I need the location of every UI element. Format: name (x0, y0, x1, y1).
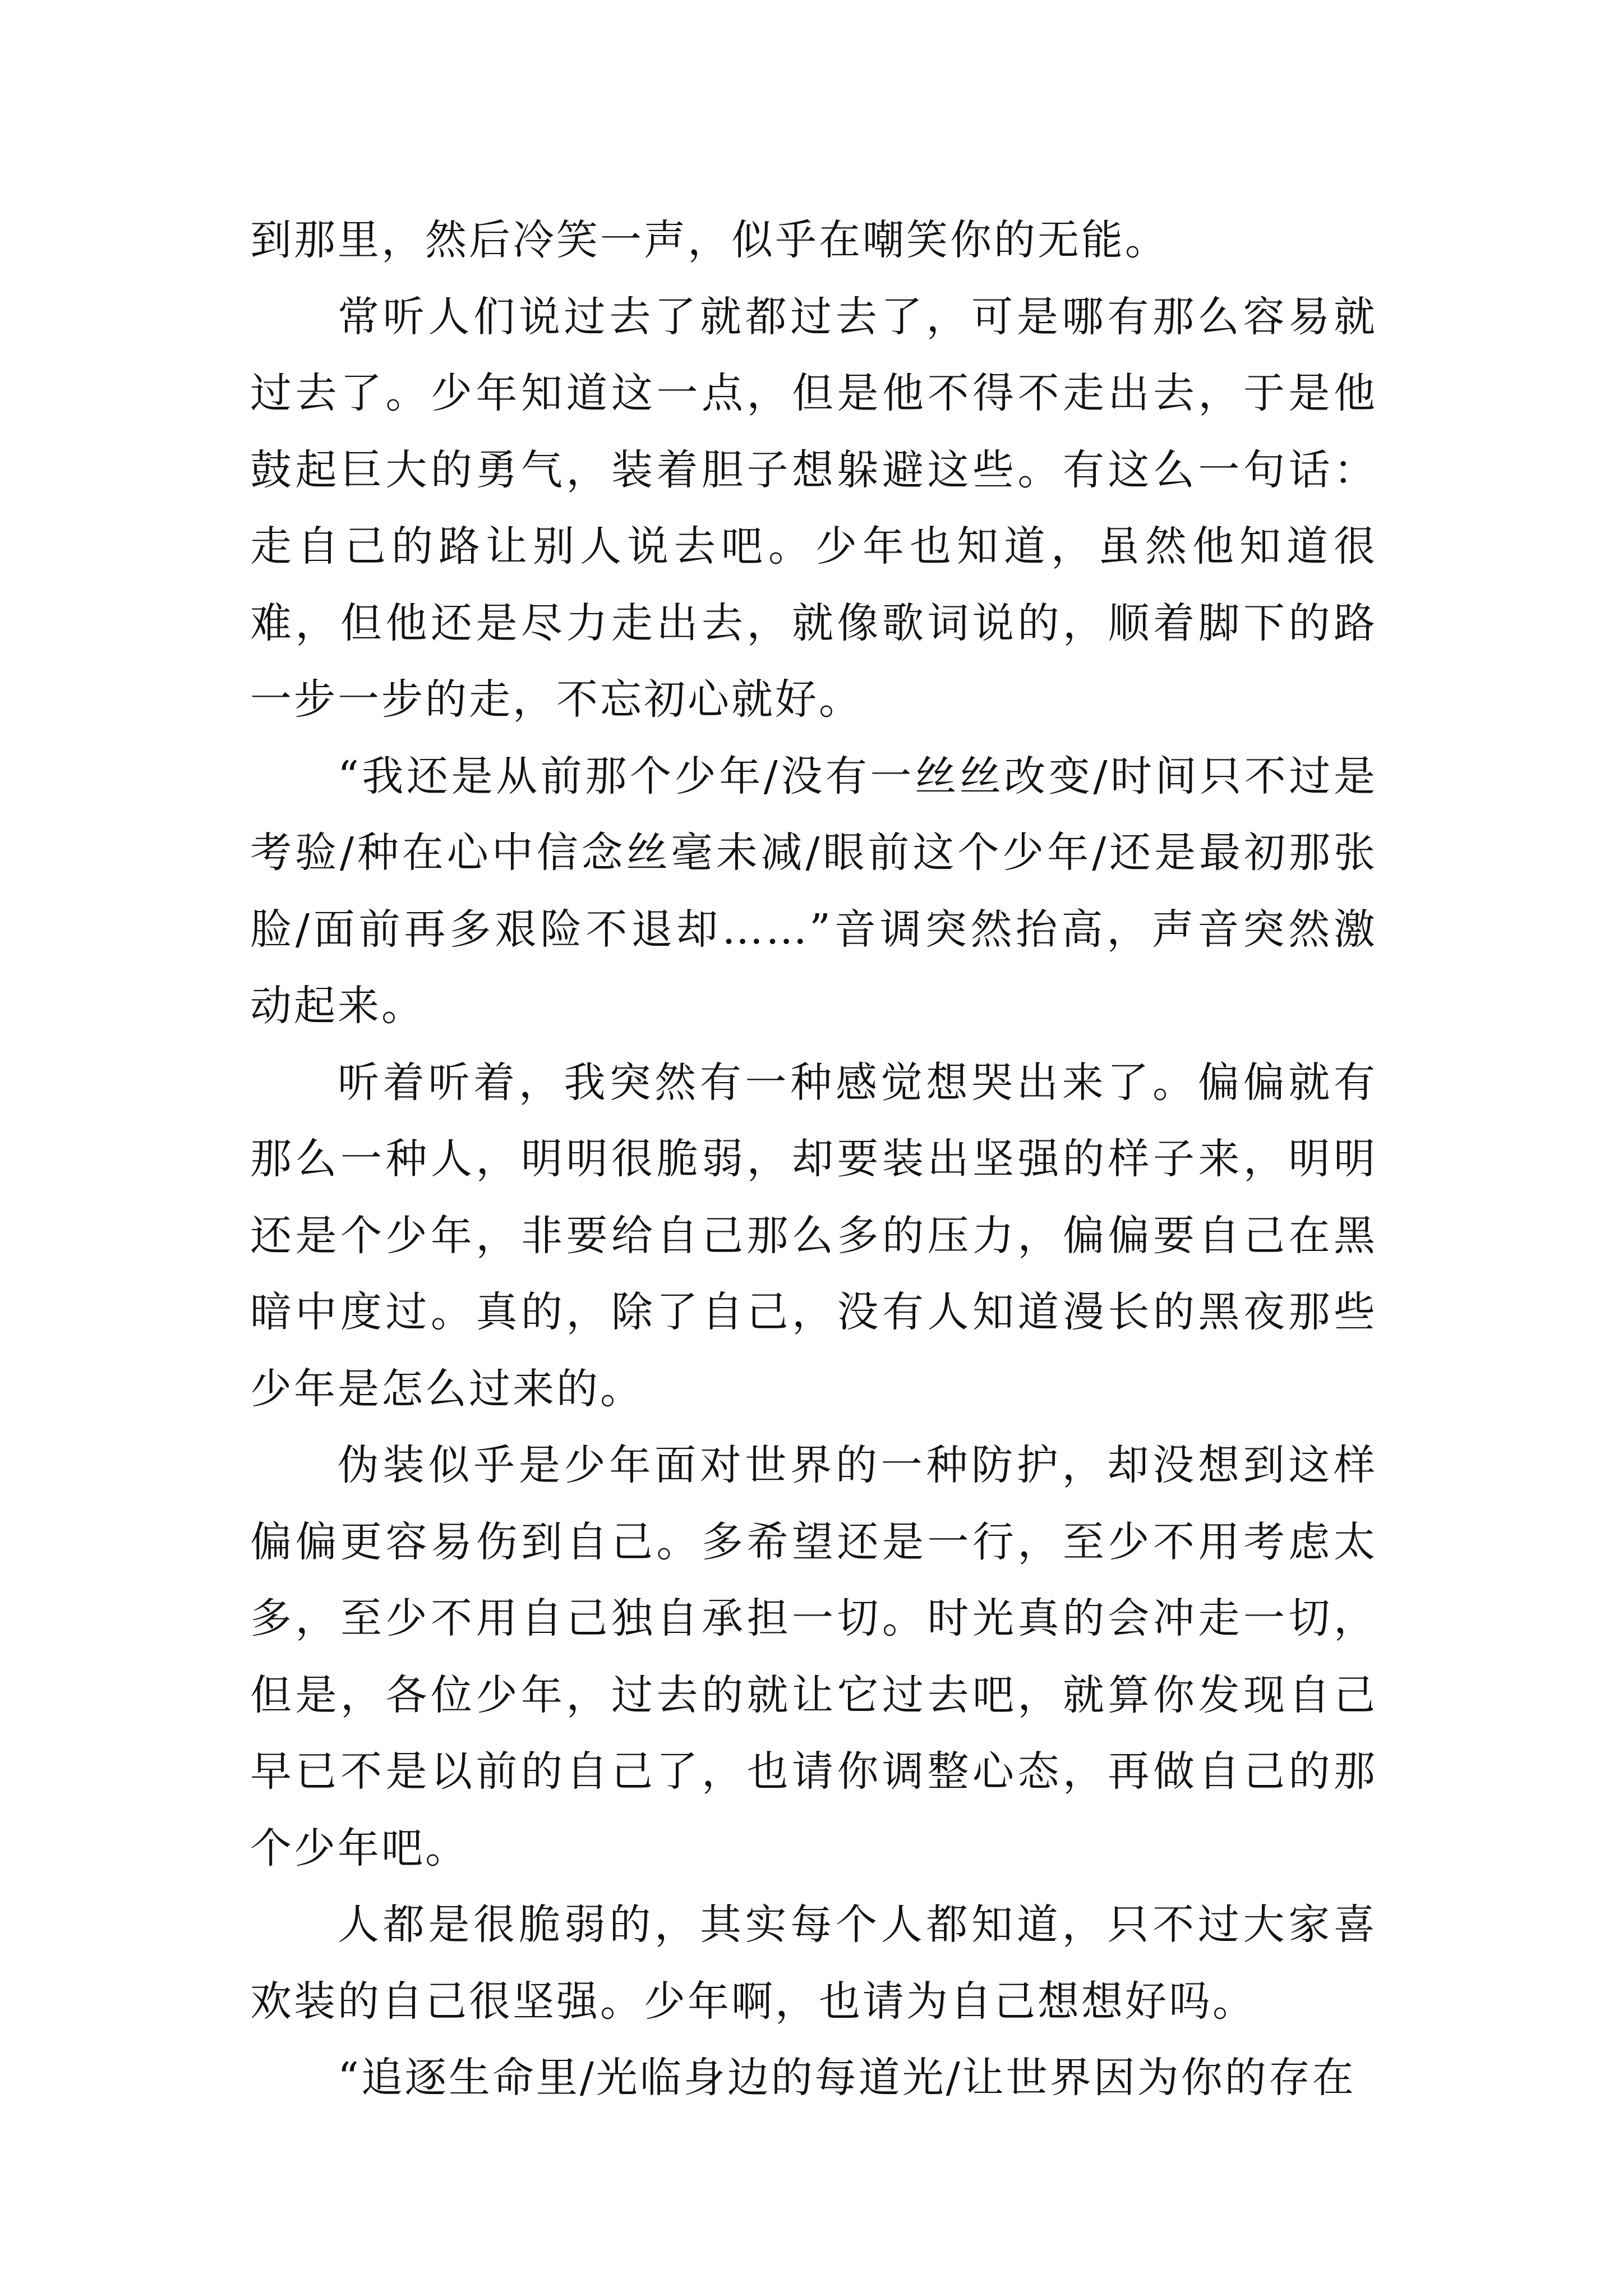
paragraph: 听着听着，我突然有一种感觉想哭出来了。偏偏就有那么一种人，明明很脆弱，却要装出坚强的样子来，明明还是个少年，非要给自己那么多的压力，偏偏要自己在黑暗中度过。真的，除了自己，没有人知道漫长的黑夜那些少年是怎么过来的。 (250, 1058, 1377, 1413)
paragraph: 常听人们说过去了就都过去了，可是哪有那么容易就过去了。少年知道这一点，但是他不得不走出去，于是他鼓起巨大的勇气，装着胆子想躲避这些。有这么一句话：走自己的路让别人说去吧。少年也知道，虽然他知道很难，但他还是尽力走出去，就像歌词说的，顺着脚下的路一步一步的走，不忘初心就好。 (250, 292, 1377, 724)
paragraph: 人都是很脆弱的，其实每个人都知道，只不过大家喜欢装的自己很坚强。少年啊，也请为自己想想好吗。 (250, 1901, 1377, 2026)
body-text (250, 202, 1377, 2116)
paragraph: 伪装似乎是少年面对世界的一种防护，却没想到这样偏偏更容易伤到自己。多希望还是一行，至少不用考虑太多，至少不用自己独自承担一切。时光真的会冲走一切，但是，各位少年，过去的就让它过去吧，就算你发现自己早已不是以前的自己了，也请你调整心态，再做自己的那个少年吧。 (250, 1441, 1377, 1872)
paragraph-continuation: 到那里，然后冷笑一声，似乎在嘲笑你的无能。 (250, 216, 1169, 264)
paragraph-lyrics-quote: “我还是从前那个少年/没有一丝丝改变/时间只不过是考验/种在心中信念丝毫未减/眼前这个少年/还是最初那张脸/面前再多艰险不退却……”音调突然抬高，声音突然激动起来。 (250, 752, 1377, 1030)
paragraph-lyrics-quote: “追逐生命里/光临身边的每道光/让世界因为你的存在 (338, 2054, 1356, 2102)
